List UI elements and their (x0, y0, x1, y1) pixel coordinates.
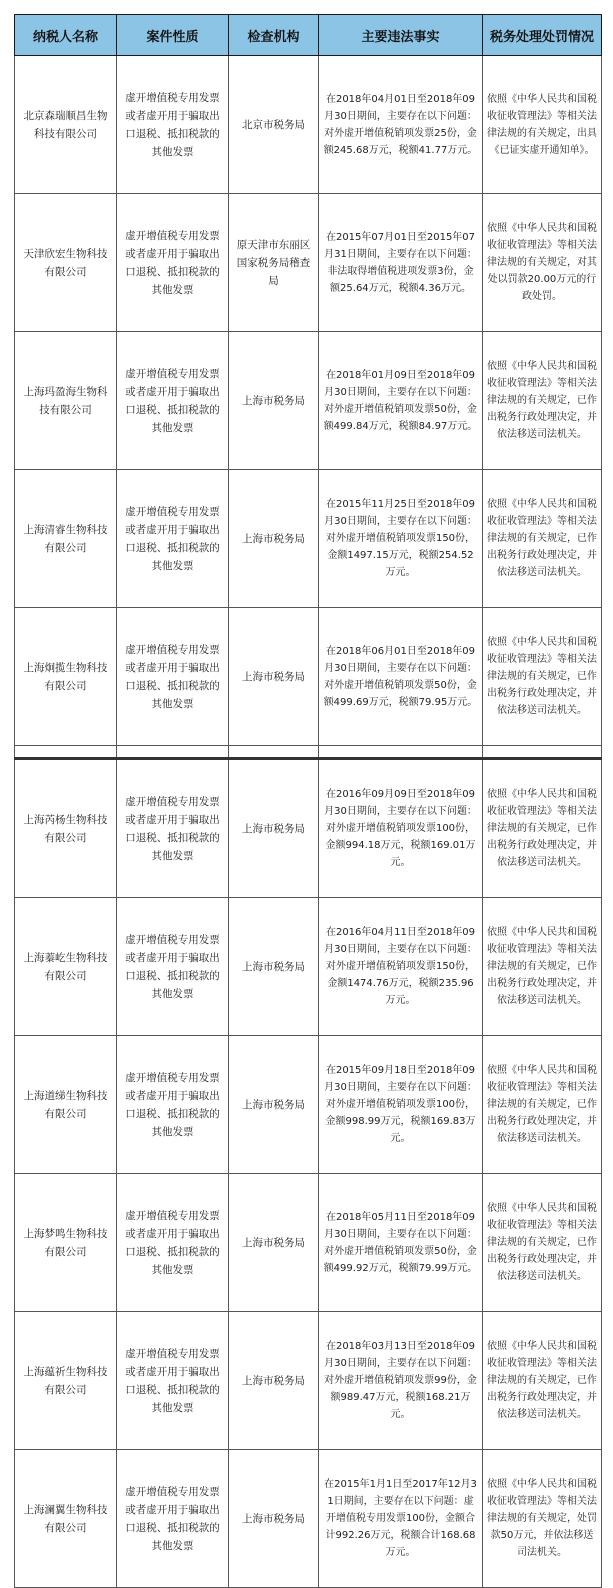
penalty-cell: 依照《中华人民共和国税收征收管理法》等相关法律法规的有关规定，已作出税务行政处理决定，并依法移送司法机关。 (483, 470, 602, 608)
agency-cell: 上海市税务局 (229, 1450, 319, 1588)
table-row (15, 1450, 602, 1588)
taxpayer-name-cell: 上海芮杨生物科技有限公司 (15, 759, 117, 898)
header-case-nature: 案件性质 (117, 15, 229, 56)
table-row (15, 608, 602, 746)
table-row (15, 898, 602, 1036)
table-row (15, 470, 602, 608)
agency-cell: 上海市税务局 (229, 1174, 319, 1312)
agency-cell: 上海市税务局 (229, 1312, 319, 1450)
taxpayer-name-cell: 上海梦鸣生物科技有限公司 (15, 1174, 117, 1312)
penalty-cell: 依照《中华人民共和国税收征收管理法》等相关法律法规的有关规定，已作出税务行政处理决定，并依法移送司法机关。 (483, 898, 602, 1036)
tax-case-table (14, 14, 602, 1588)
table-row (15, 1036, 602, 1174)
agency-cell: 原天津市东丽区国家税务局稽查局 (229, 194, 319, 332)
taxpayer-name-cell: 上海蓁屹生物科技有限公司 (15, 898, 117, 1036)
page-break-gap (15, 746, 602, 759)
case-nature-cell: 虚开增值税专用发票或者虚开用于骗取出口退税、抵扣税款的其他发票 (117, 194, 229, 332)
penalty-cell: 依照《中华人民共和国税收征收管理法》等相关法律法规的有关规定，已作出税务行政处理决定，并依法移送司法机关。 (483, 1036, 602, 1174)
table-row (15, 759, 602, 898)
facts-cell: 在2015年11月25日至2018年09月30日期间，主要存在以下问题：对外虚开增值税销项发票150份，金额1497.15万元，税额254.52万元。 (319, 470, 483, 608)
penalty-cell: 依照《中华人民共和国税收征收管理法》等相关法律法规的有关规定，已作出税务行政处理决定，并依法移送司法机关。 (483, 1312, 602, 1450)
taxpayer-name-cell: 天津欣宏生物科技有限公司 (15, 194, 117, 332)
table-row (15, 194, 602, 332)
penalty-cell: 依照《中华人民共和国税收征收管理法》等相关法律法规的有关规定，已作出税务行政处理决定，并依法移送司法机关。 (483, 759, 602, 898)
taxpayer-name-cell: 上海炯揽生物科技有限公司 (15, 608, 117, 746)
agency-cell: 上海市税务局 (229, 608, 319, 746)
facts-cell: 在2015年09月18日至2018年09月30日期间，主要存在以下问题：对外虚开增值税销项发票100份，金额998.99万元，税额169.83万元。 (319, 1036, 483, 1174)
facts-cell: 在2018年03月13日至2018年09月30日期间，主要存在以下问题：对外虚开增值税销项发票99份，金额989.47万元，税额168.21万元。 (319, 1312, 483, 1450)
agency-cell: 上海市税务局 (229, 898, 319, 1036)
agency-cell: 上海市税务局 (229, 470, 319, 608)
penalty-cell: 依照《中华人民共和国税收征收管理法》等相关法律法规的有关规定，出具《已证实虚开通知单》。 (483, 56, 602, 194)
facts-cell: 在2016年04月11日至2018年09月30日期间，主要存在以下问题：对外虚开增值税销项发票150份，金额1474.76万元，税额235.96万元。 (319, 898, 483, 1036)
facts-cell: 在2015年07月01日至2015年07月31日期间，主要存在以下问题：非法取得增值税进项发票3份，金额25.64万元，税额4.36万元。 (319, 194, 483, 332)
header-penalty: 税务处理处罚情况 (483, 15, 602, 56)
case-nature-cell: 虚开增值税专用发票或者虚开用于骗取出口退税、抵扣税款的其他发票 (117, 1312, 229, 1450)
table-row (15, 332, 602, 470)
case-nature-cell: 虚开增值税专用发票或者虚开用于骗取出口退税、抵扣税款的其他发票 (117, 1036, 229, 1174)
facts-cell: 在2018年05月11日至2018年09月30日期间，主要存在以下问题：对外虚开增值税销项发票50份，金额499.92万元，税额79.99万元。 (319, 1174, 483, 1312)
case-nature-cell: 虚开增值税专用发票或者虚开用于骗取出口退税、抵扣税款的其他发票 (117, 1450, 229, 1588)
case-nature-cell: 虚开增值税专用发票或者虚开用于骗取出口退税、抵扣税款的其他发票 (117, 56, 229, 194)
taxpayer-name-cell: 上海道绨生物科技有限公司 (15, 1036, 117, 1174)
penalty-cell: 依照《中华人民共和国税收征收管理法》等相关法律法规的有关规定，已作出税务行政处理决定，并依法移送司法机关。 (483, 1174, 602, 1312)
case-nature-cell: 虚开增值税专用发票或者虚开用于骗取出口退税、抵扣税款的其他发票 (117, 759, 229, 898)
agency-cell: 北京市税务局 (229, 56, 319, 194)
table-row (15, 56, 602, 194)
table-header-row (15, 15, 602, 56)
tax-case-sheet (14, 14, 601, 1588)
taxpayer-name-cell: 上海蕴祈生物科技有限公司 (15, 1312, 117, 1450)
table-row (15, 1174, 602, 1312)
agency-cell: 上海市税务局 (229, 332, 319, 470)
facts-cell: 在2015年1月1日至2017年12月31日期间，主要存在以下问题：虚开增值税专用发票100份，金额合计992.26万元，税额合计168.68万元。 (319, 1450, 483, 1588)
taxpayer-name-cell: 上海清睿生物科技有限公司 (15, 470, 117, 608)
taxpayer-name-cell: 上海澜翼生物科技有限公司 (15, 1450, 117, 1588)
header-inspection-agency: 检查机构 (229, 15, 319, 56)
agency-cell: 上海市税务局 (229, 1036, 319, 1174)
case-nature-cell: 虚开增值税专用发票或者虚开用于骗取出口退税、抵扣税款的其他发票 (117, 898, 229, 1036)
header-main-facts: 主要违法事实 (319, 15, 483, 56)
penalty-cell: 依照《中华人民共和国税收征收管理法》等相关法律法规的有关规定，已作出税务行政处理决定，并依法移送司法机关。 (483, 332, 602, 470)
case-nature-cell: 虚开增值税专用发票或者虚开用于骗取出口退税、抵扣税款的其他发票 (117, 1174, 229, 1312)
facts-cell: 在2018年01月09日至2018年09月30日期间，主要存在以下问题：对外虚开增值税销项发票50份，金额499.84万元，税额84.97万元。 (319, 332, 483, 470)
facts-cell: 在2016年09月09日至2018年09月30日期间，主要存在以下问题：对外虚开增值税销项发票100份，金额994.18万元，税额169.01万元。 (319, 759, 483, 898)
case-nature-cell: 虚开增值税专用发票或者虚开用于骗取出口退税、抵扣税款的其他发票 (117, 470, 229, 608)
facts-cell: 在2018年06月01日至2018年09月30日期间，主要存在以下问题：对外虚开增值税销项发票50份，金额499.69万元，税额79.95万元。 (319, 608, 483, 746)
case-nature-cell: 虚开增值税专用发票或者虚开用于骗取出口退税、抵扣税款的其他发票 (117, 608, 229, 746)
table-row (15, 1312, 602, 1450)
header-taxpayer-name: 纳税人名称 (15, 15, 117, 56)
agency-cell: 上海市税务局 (229, 759, 319, 898)
penalty-cell: 依照《中华人民共和国税收征收管理法》等相关法律法规的有关规定，处罚款50万元，并依法移送司法机关。 (483, 1450, 602, 1588)
taxpayer-name-cell: 北京森瑞顺昌生物科技有限公司 (15, 56, 117, 194)
case-nature-cell: 虚开增值税专用发票或者虚开用于骗取出口退税、抵扣税款的其他发票 (117, 332, 229, 470)
penalty-cell: 依照《中华人民共和国税收征收管理法》等相关法律法规的有关规定，已作出税务行政处理决定，并依法移送司法机关。 (483, 608, 602, 746)
penalty-cell: 依照《中华人民共和国税收征收管理法》等相关法律法规的有关规定，对其处以罚款20.00万元的行政处罚。 (483, 194, 602, 332)
facts-cell: 在2018年04月01日至2018年09月30日期间，主要存在以下问题：对外虚开增值税销项发票25份，金额245.68万元，税额41.77万元。 (319, 56, 483, 194)
taxpayer-name-cell: 上海玛盈海生物科技有限公司 (15, 332, 117, 470)
